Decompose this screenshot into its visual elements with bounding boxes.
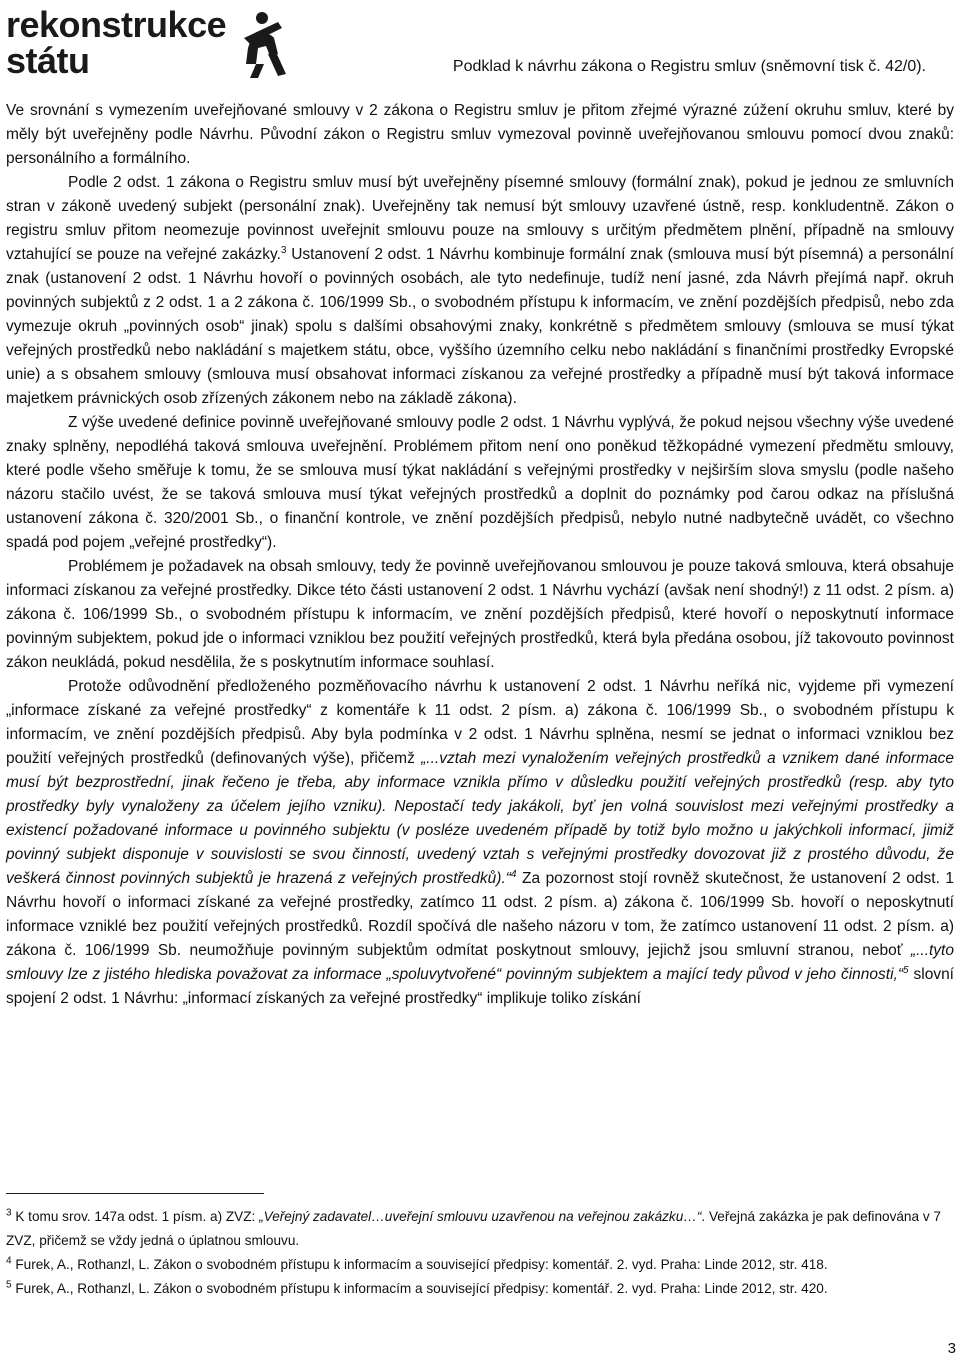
footnote-ref-4[interactable]: 4 <box>510 868 517 880</box>
footnote-ref-3[interactable]: 3 <box>280 244 287 256</box>
footnote-3 <box>6 1205 946 1253</box>
footnote-4 <box>6 1253 946 1277</box>
paragraph-3-text: Z výše uvedené definice povinně uveřejňované smlouvy podle 2 odst. 1 Návrhu vyplývá, že pokud nejsou všechny výše uvedené znaky splněny, nepodléhá taková smlouva uveřejnění. Problémem přitom není ono poněkud těžkopádné vymezení předmětu smlouvy, které podle všeho směřuje k tomu, že se smlouva musí týkat nakládání s veřejnými prostředky v nejširším slova smyslu (podle našeho názoru stačilo uvést, že se taková smlouva musí týkat veřejných prostředků a doplnit do poznámky pod čarou odkaz na příslušná ustanovení zákona č. 320/2001 Sb., o finanční kontrole, ve znění pozdějších předpisů, nebylo nutné nadbytečně uvádět, co všechno spadá pod pojem „veřejné prostředky“). <box>6 414 954 551</box>
paragraph-5-text-a: Protože odůvodnění předloženého pozměňovacího návrhu k ustanovení 2 odst. 1 Návrhu neříká nic, vyjdeme při vymezení „informace získané za veřejné prostředky“ z komentáře k 11 odst. 2 písm. a) zákona č. 106/1999 Sb., o svobodném přístupu k informacím, ve znění pozdějších předpisů. Aby byla podmínka v 2 odst. 1 Návrhu splněna, nesmí se jednat o informaci vzniklou bez použití veřejných prostředků (definovaných výše), přičemž <box>6 678 954 767</box>
footnote-3-number: 3 <box>6 1207 12 1219</box>
footnote-4-number: 4 <box>6 1255 12 1267</box>
paragraph-4 <box>6 555 954 675</box>
footnote-3-quote: „Veřejný zadavatel…uveřejní smlouvu uzavřenou na veřejnou zakázku…“ <box>259 1209 702 1224</box>
paragraph-2-text-b: Ustanovení 2 odst. 1 Návrhu kombinuje formální znak (smlouva musí být písemná) a personální znak (ustanovení 2 odst. 1 Návrhu hovoří o povinných osobách, ale tyto nedefinuje, tudíž není jasné, zda Návrh přejímá např. okruh povinných subjektů z 2 odst. 1 a 2 zákona č. 106/1999 Sb., o svobodném přístupu k informacím, ve znění pozdějších předpisů, nebo zda vymezuje okruh „povinných osob“ jinak) spolu s dalšími obsahovými znaky, konkrétně s předmětem smlouvy (smlouva se musí týkat veřejných prostředků nebo nakládání s majetkem státu, obce, vyššího územního celku nebo nakládání s finančními prostředky Evropské unie) a s obsahem smlouvy (smlouva musí obsahovat informaci získanou za veřejné prostředky a případně musí být taková informace majetkem právnických osob zřízených zákonem nebo na základě zákona). <box>6 246 954 407</box>
footnote-5-number: 5 <box>6 1279 12 1291</box>
commentary-quote-1: „...vztah mezi vynaložením veřejných prostředků a vznikem dané informace musí být bezprostřední, jinak řečeno je třeba, aby informace vznikla přímo v důsledku použití veřejných prostředků (resp. aby tyto prostředky byly vynaloženy za účelem jejího vzniku). Nepostačí tedy jakákoli, byť jen volná souvislost mezi veřejnými prostředky a existencí požadované informace u povinného subjektu (v posléze uvedeném případě by totiž bylo možno u jakýchkoli informací, jimiž povinný subjekt disponuje v souvislosti se svou činností, uvedený vztah s veřejnými prostředky dovozovat již z prostého důvodu, že veškerá činnost povinných subjektů je hrazená z veřejných prostředků).“ <box>6 750 954 887</box>
paragraph-1 <box>6 99 954 171</box>
paragraph-1-text: Ve srovnání s vymezením uveřejňované smlouvy v 2 zákona o Registru smluv je přitom zřejmé výrazné zúžení okruhu smluv, které by měly být uveřejněny podle Návrhu. Původní zákon o Registru smluv vymezoval povinně uveřejňovanou smlouvu pomocí dvou znaků: personálního a formálního. <box>6 102 954 167</box>
worker-figure-icon <box>228 8 298 80</box>
footnote-ref-5[interactable]: 5 <box>903 964 909 976</box>
paragraph-2-text-a: Podle 2 odst. 1 zákona o Registru smluv musí být uveřejněny písemné smlouvy (formální znak), pokud je jednou ze smluvních stran v zákoně uvedený subjekt (personální znak). Uveřejněny tak nemusí být smlouvy uzavřené ústně, resp. konkludentně. Zákon o registru smluv přitom neomezuje povinnost uveřejnit smlouvu pouze na smlouvy s určitým předmětem plnění, případně na smlouvy vztahující se pouze na veřejné zakázky. <box>6 174 954 263</box>
footnote-5-text: Furek, A., Rothanzl, L. Zákon o svobodném přístupu k informacím a související předpisy: komentář. 2. vyd. Praha: Linde 2012, str. 420. <box>11 1281 828 1296</box>
page-number: 3 <box>947 1340 956 1357</box>
paragraph-3 <box>6 411 954 555</box>
logo-text-line1: rekonstrukce <box>6 4 227 45</box>
footnote-3-text-b: . Veřejná zakázka je pak definována v 7 ZVZ, přičemž se vždy jedná o úplatnou smlouvu. <box>6 1209 941 1248</box>
paragraph-4-text: Problémem je požadavek na obsah smlouvy, tedy že povinně uveřejňovanou smlouvou je pouze taková smlouva, která obsahuje informaci získanou za veřejné prostředky. Dikce této části ustanovení 2 odst. 1 Návrhu vychází (avšak není shodný!) z 11 odst. 2 písm. a) zákona č. 106/1999 Sb., o svobodném přístupu k informacím, ve znění pozdějších předpisů, které hovoří o neposkytnutí informace povinným subjektem, pokud jde o informaci vzniklou bez použití veřejných prostředků, která byla předána osobou, jíž takovouto povinnost zákon neukládá, pokud nesdělila, že s poskytnutím informace souhlasí. <box>6 558 954 671</box>
paragraph-5-text-b: Za pozornost stojí rovněž skutečnost, že ustanovení 2 odst. 1 Návrhu hovoří o informaci získané za veřejné prostředky, zatímco 11 odst. 2 písm. a) zákona č. 106/1999 Sb. hovoří o neposkytnutí informace vzniklé bez použití veřejných prostředků. Rozdíl spočívá dle našeho názoru v tom, že zatímco ustanovení 11 odst. 2 písm. a) zákona č. 106/1999 Sb. neumožňuje povinným subjektům odmítat poskytnout smlouvy, jejichž jsou smluvní stranou, neboť <box>6 870 955 959</box>
main-text <box>6 99 954 1011</box>
paragraph-2 <box>6 171 954 411</box>
rekonstrukce-statu-logo <box>6 6 306 82</box>
footnote-4-text: Furek, A., Rothanzl, L. Zákon o svobodném přístupu k informacím a související předpisy: komentář. 2. vyd. Praha: Linde 2012, str. 418. <box>11 1257 828 1272</box>
logo-text-line2: státu <box>6 40 90 81</box>
commentary-quote-2: „...tyto smlouvy lze z jistého hlediska považovat za informace „spoluvytvořené“ povinným subjektem a mající tedy původ v jeho činnosti,“ <box>6 942 954 983</box>
footnotes <box>6 1205 946 1301</box>
footnote-5 <box>6 1277 946 1301</box>
footnote-3-text-a: K tomu srov. 147a odst. 1 písm. a) ZVZ: <box>11 1209 260 1224</box>
page-header <box>0 0 960 90</box>
paragraph-5-text-c: slovní spojení 2 odst. 1 Návrhu: „informací získaných za veřejné prostředky“ implikuje toliko získání <box>6 966 954 1007</box>
header-note: Podklad k návrhu zákona o Registru smluv (sněmovní tisk č. 42/0). <box>452 58 926 75</box>
footnote-separator <box>6 1193 264 1194</box>
paragraph-5 <box>6 675 954 1011</box>
